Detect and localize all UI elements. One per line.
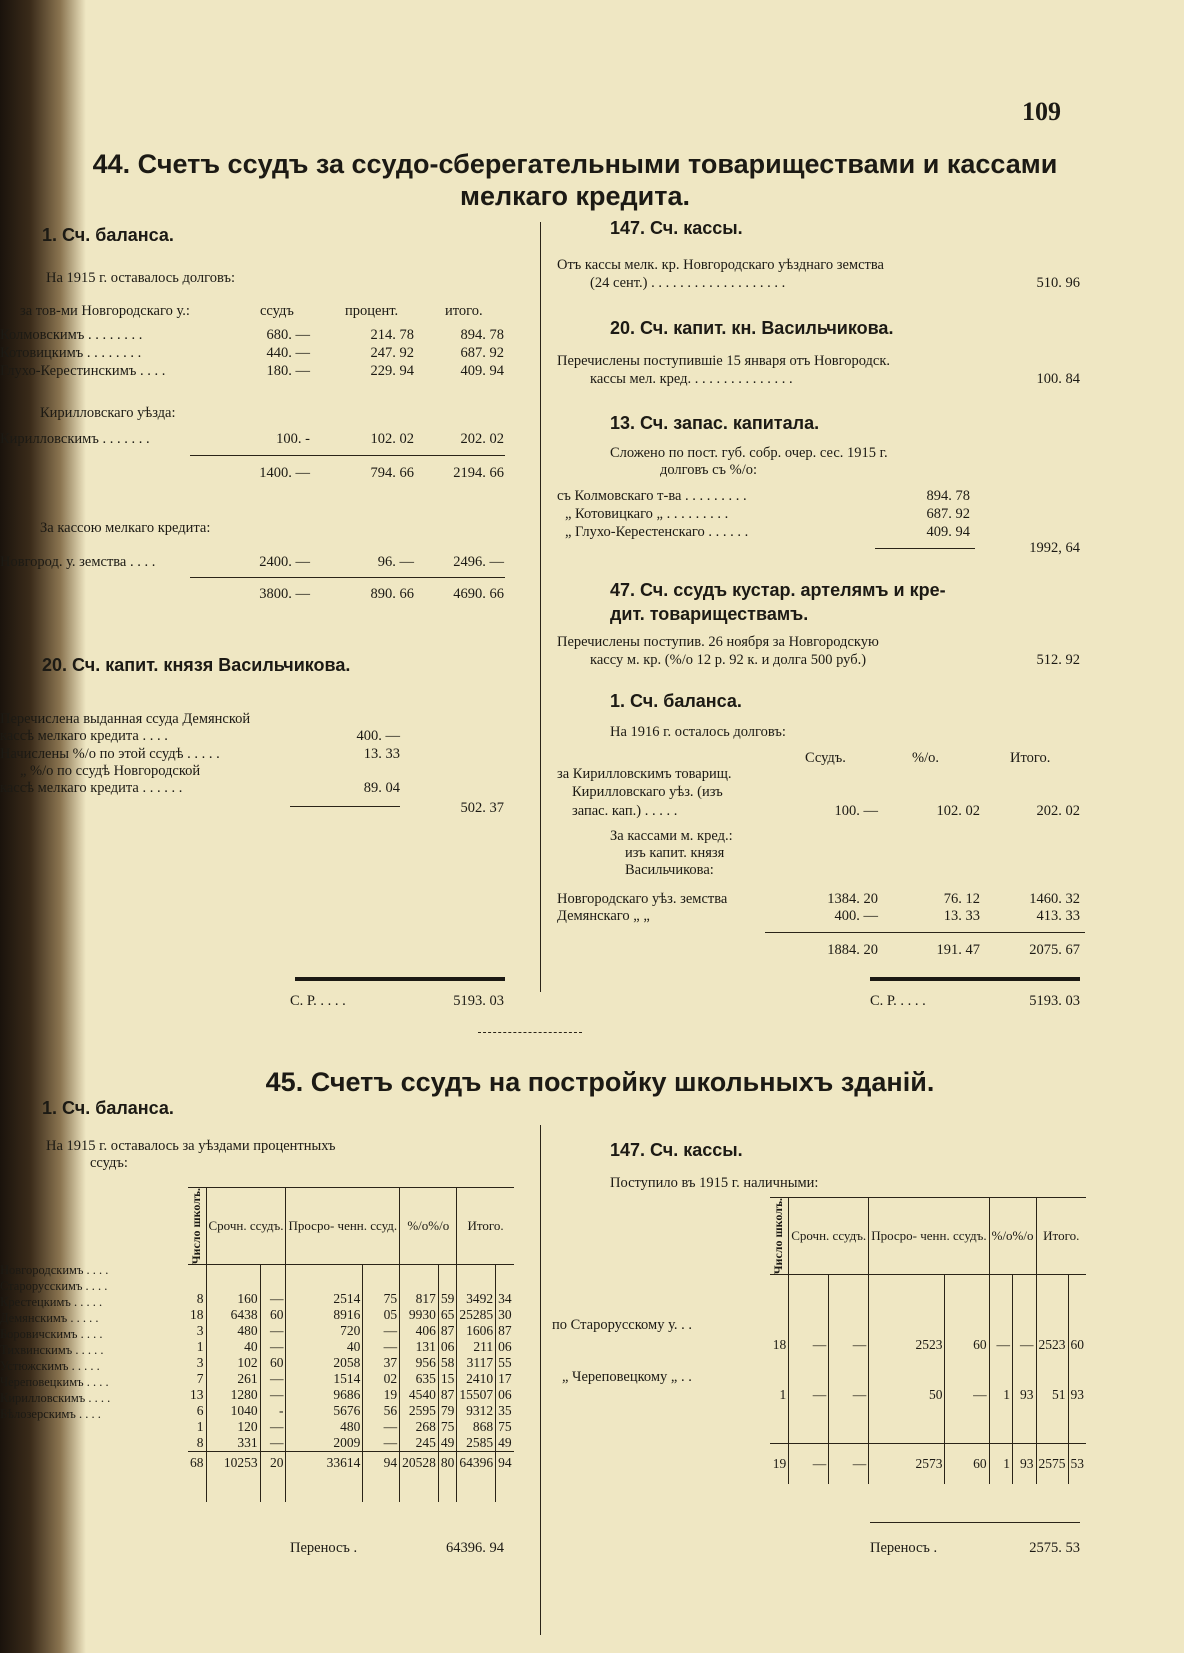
right45-rule — [870, 1522, 1080, 1523]
left45-sec1: 1. Сч. баланса. — [42, 1098, 174, 1118]
table-cell: 7 — [196, 1371, 204, 1387]
table-cell: 817 — [400, 1291, 439, 1307]
table-cell: — — [260, 1419, 286, 1435]
left45-name: Кирилловскимъ . . . . — [0, 1391, 111, 1405]
table-cell: 480 — [286, 1419, 363, 1435]
left44-sec20: 20. Сч. капит. князя Васильчикова. — [42, 655, 351, 675]
left44-sec1: 1. Сч. баланса. — [42, 225, 174, 245]
table-cell: 2595 — [400, 1403, 439, 1419]
left44-v2a: 400. — — [356, 728, 400, 744]
table-cell: 93 — [1013, 1387, 1036, 1403]
left44-l2: за тов-ми Новгородскаго у.: — [20, 303, 190, 319]
left44-row-b: 214. 78 — [370, 327, 414, 343]
table-row — [188, 1339, 514, 1355]
right44-k2: (24 сент.) . . . . . . . . . . . . . . . . . . . — [590, 275, 786, 291]
table-cell: 2514 — [286, 1291, 363, 1307]
section-44-title: 44. Счетъ ссудъ за ссудо-сберегательными товариществами и кассами мелкаго кредита. — [92, 149, 1058, 211]
table-cell: 6438 — [206, 1307, 260, 1323]
left44-h-ssud: ссудъ — [260, 303, 294, 319]
table-cell: — — [260, 1435, 286, 1452]
left44-kir-head: Кирилловскаго уѣзда: — [40, 405, 176, 421]
left44-kir-c: 202. 02 — [460, 431, 504, 447]
right44-p1: Перечислены поступившіе 15 января отъ Новгородск. — [557, 353, 891, 369]
table-cell: 2410 — [457, 1371, 496, 1387]
right45-r2-label: „ Череповецкому „ . . — [562, 1369, 692, 1385]
left44-kassa-label: Новгород. у. земства . . . . — [0, 554, 156, 570]
table-cell: 60 — [945, 1337, 989, 1353]
table-cell: 2573 — [869, 1444, 945, 1485]
left44-row-label: Котовицкимъ . . . . . . . . — [0, 345, 142, 361]
left44-sub1-a: 1400. — — [259, 465, 310, 481]
table-cell: 87 — [496, 1323, 514, 1339]
table-row — [770, 1337, 1086, 1353]
right45-table — [770, 1197, 1086, 1484]
table-cell: 19 — [363, 1387, 400, 1403]
left44-row-label: Колмовскимъ . . . . . . . . — [0, 327, 143, 343]
left45-name: Череповецкимъ . . . . — [0, 1375, 109, 1389]
table-row — [188, 1323, 514, 1339]
table-cell: 4540 — [400, 1387, 439, 1403]
section-45-title: 45. Счетъ ссудъ на постройку школьныхъ зданій. — [265, 1067, 935, 1097]
left44-final-rule — [295, 977, 505, 981]
table-cell: — — [260, 1339, 286, 1355]
right44-zrow-label: „ Котовицкаго „ . . . . . . . . . — [565, 506, 729, 522]
left45-l1: На 1915 г. оставалось за уѣздами процентныхъ — [46, 1138, 336, 1154]
table-cell: 56 — [363, 1403, 400, 1419]
table-cell: 3 — [196, 1323, 204, 1339]
left44-row-a: 440. — — [266, 345, 310, 361]
table-cell: 64396 — [457, 1452, 496, 1475]
table-cell: 2523 — [1036, 1337, 1068, 1353]
left44-v5a: 89. 04 — [363, 780, 400, 796]
table-cell: 60 — [260, 1355, 286, 1371]
right45-carry-val: 2575. 53 — [1029, 1540, 1080, 1556]
table-cell: 18 — [772, 1337, 787, 1353]
table-cell: 59 — [438, 1291, 457, 1307]
table-row — [188, 1387, 514, 1403]
table-cell: 80 — [438, 1452, 457, 1475]
table-cell: 49 — [496, 1435, 514, 1452]
table-cell: 18 — [190, 1307, 204, 1323]
table-row — [188, 1307, 514, 1323]
left44-v3a: 13. 33 — [363, 746, 400, 762]
right44-b4-b: 102. 02 — [936, 803, 980, 819]
right44-zrow-label: съ Колмовскаго т-ва . . . . . . . . . — [557, 488, 747, 504]
right44-b2: за Кирилловскимъ товарищ. — [557, 766, 732, 782]
table-cell: — — [260, 1371, 286, 1387]
right44-sec47b: дит. товариществамъ. — [610, 604, 809, 624]
table-cell: 06 — [438, 1339, 457, 1355]
table-cell: 30 — [496, 1307, 514, 1323]
table-cell: — — [1013, 1337, 1036, 1353]
table-cell: 60 — [945, 1444, 989, 1485]
right44-btot-a: 1884. 20 — [827, 942, 878, 958]
table-cell: 1 — [989, 1444, 1012, 1485]
table-row — [188, 1403, 514, 1419]
table-cell: 2585 — [457, 1435, 496, 1452]
left44-v3: Начислены %/о по этой ссудѣ . . . . . — [0, 746, 220, 762]
table-cell: 13 — [190, 1387, 204, 1403]
table-cell: 19 — [770, 1444, 789, 1485]
column-divider — [540, 1125, 541, 1635]
left45-h-itog: Итого. — [457, 1188, 514, 1265]
left44-kassa-head: За кассою мелкаго кредита: — [40, 520, 211, 536]
table-cell: 87 — [438, 1323, 457, 1339]
table-cell: 94 — [496, 1452, 514, 1475]
table-cell: 261 — [206, 1371, 260, 1387]
left45-h-pros: Просро- ченн. ссуд. — [286, 1188, 400, 1265]
left45-l2: ссудъ: — [90, 1155, 128, 1171]
table-cell: 20 — [260, 1452, 286, 1475]
table-cell: 1 — [196, 1339, 204, 1355]
table-cell: 60 — [1068, 1337, 1086, 1353]
right44-h-proc: %/о. — [912, 750, 939, 766]
table-cell: — — [363, 1339, 400, 1355]
table-cell: 87 — [438, 1387, 457, 1403]
left45-name: Тихвинскимъ . . . . . — [0, 1343, 104, 1357]
right44-zrow-label: „ Глухо-Керестенскаго . . . . . . — [565, 524, 749, 540]
table-cell: — — [789, 1444, 829, 1485]
right45-l1: Поступило въ 1915 г. наличными: — [610, 1175, 819, 1191]
table-cell: — — [260, 1387, 286, 1403]
left44-vtot: 502. 37 — [460, 800, 504, 816]
left45-name: Боровичскимъ . . . . — [0, 1327, 103, 1341]
left45-names — [0, 1262, 110, 1422]
table-row — [188, 1435, 514, 1452]
right45-h-pct: %/о%/о — [989, 1198, 1036, 1275]
table-cell: 68 — [188, 1452, 206, 1475]
left44-sub2-a: 3800. — — [259, 586, 310, 602]
left44-h-itog: итого. — [445, 303, 483, 319]
section-separator — [478, 1032, 582, 1037]
table-cell: 3 — [196, 1355, 204, 1371]
table-row — [770, 1387, 1086, 1403]
right44-ztot: 1992, 64 — [1029, 540, 1080, 556]
table-cell: — — [829, 1444, 869, 1485]
left44-kassa-c: 2496. — — [453, 554, 504, 570]
right44-b6: изъ капит. князя — [625, 845, 725, 861]
left45-name: Старорусскимъ . . . . — [0, 1279, 108, 1293]
left44-sub1-c: 2194. 66 — [453, 465, 504, 481]
table-cell: 49 — [438, 1435, 457, 1452]
right44-b4-a: 100. — — [834, 803, 878, 819]
right45-r1-label: по Старорусскому у. . . — [552, 1317, 693, 1333]
column-divider — [540, 222, 541, 992]
table-cell: 93 — [1068, 1387, 1086, 1403]
right44-btot-c: 2075. 67 — [1029, 942, 1080, 958]
right44-brow-b: 13. 33 — [943, 908, 980, 924]
table-cell: 120 — [206, 1419, 260, 1435]
table-cell: 9312 — [457, 1403, 496, 1419]
table-cell: 20528 — [400, 1452, 439, 1475]
right44-a1: Перечислены поступив. 26 ноября за Новгородскую — [557, 634, 879, 650]
left45-carry-label: Переносъ . — [290, 1540, 358, 1556]
right45-carry-label: Переносъ . — [870, 1540, 938, 1556]
left44-h-proc: процент. — [345, 303, 399, 319]
table-row — [188, 1291, 514, 1307]
right44-a2v: 512. 92 — [1036, 652, 1080, 668]
left45-h-sroch: Срочн. ссудъ. — [206, 1188, 286, 1265]
right44-a2: кассу м. кр. (%/о 12 р. 92 к. и долга 500 руб.) — [590, 652, 867, 668]
right44-z2: долговъ съ %/о: — [660, 462, 758, 478]
table-cell: 53 — [1068, 1444, 1086, 1485]
left45-table — [188, 1187, 514, 1502]
right44-sec1: 1. Сч. баланса. — [610, 691, 742, 711]
table-cell: 17 — [496, 1371, 514, 1387]
right44-zrow-v: 687. 92 — [926, 506, 970, 522]
left44-row-a: 180. — — [266, 363, 310, 379]
table-cell: 06 — [496, 1387, 514, 1403]
left44-row-b: 247. 92 — [370, 345, 414, 361]
table-cell: 1 — [196, 1419, 204, 1435]
right45-h-pros: Просро- ченн. ссудъ. — [869, 1198, 989, 1275]
table-cell: 9686 — [286, 1387, 363, 1403]
table-cell: 2058 — [286, 1355, 363, 1371]
right45-h-sroch: Срочн. ссудъ. — [789, 1198, 869, 1275]
table-cell: — — [363, 1323, 400, 1339]
right44-brow-label: Новгородскаго уѣз. земства — [557, 891, 728, 907]
table-cell: 868 — [457, 1419, 496, 1435]
right44-zrow-v: 409. 94 — [926, 524, 970, 540]
table-cell: — — [363, 1435, 400, 1452]
right44-p2v: 100. 84 — [1036, 371, 1080, 387]
left44-kassa-b: 96. — — [377, 554, 414, 570]
table-cell: 1 — [989, 1387, 1012, 1403]
right44-p2: кассы мел. кред. . . . . . . . . . . . . . . — [590, 371, 793, 387]
left44-row-b: 229. 94 — [370, 363, 414, 379]
right44-cp-label: С. Р. . . . . — [870, 993, 926, 1009]
table-cell: 75 — [438, 1419, 457, 1435]
right44-sec13: 13. Сч. запас. капитала. — [610, 413, 820, 433]
table-cell: 10253 — [206, 1452, 260, 1475]
right44-sec20: 20. Сч. капит. кн. Васильчикова. — [610, 318, 894, 338]
table-cell: 1606 — [457, 1323, 496, 1339]
table-cell: 720 — [286, 1323, 363, 1339]
table-cell: 5676 — [286, 1403, 363, 1419]
table-cell: 93 — [1013, 1444, 1036, 1485]
left44-sub2-c: 4690. 66 — [453, 586, 504, 602]
page-number: 109 — [1022, 97, 1061, 126]
right44-z1: Сложено по пост. губ. собр. очер. сес. 1915 г. — [610, 445, 888, 461]
table-cell: — — [363, 1419, 400, 1435]
table-cell: 635 — [400, 1371, 439, 1387]
table-cell: 406 — [400, 1323, 439, 1339]
table-cell: 02 — [363, 1371, 400, 1387]
right44-b3: Кирилловскаго уѣз. (изъ — [572, 784, 723, 800]
left44-kassa-a: 2400. — — [259, 554, 310, 570]
right45-h-itog: Итого. — [1036, 1198, 1086, 1275]
table-cell: 37 — [363, 1355, 400, 1371]
right44-rule — [765, 932, 1085, 933]
table-total-row — [770, 1444, 1086, 1485]
right44-b1: На 1916 г. осталось долговъ: — [610, 724, 786, 740]
table-cell: 55 — [496, 1355, 514, 1371]
left45-name: Устюжскимъ . . . . . — [0, 1359, 100, 1373]
table-cell: 8 — [196, 1435, 204, 1451]
table-cell: — — [989, 1337, 1012, 1353]
right44-b5: За кассами м. кред.: — [610, 828, 733, 844]
table-cell: 3492 — [457, 1291, 496, 1307]
left44-l1: На 1915 г. оставалось долговъ: — [46, 270, 235, 286]
table-cell: 50 — [869, 1387, 945, 1403]
table-cell: 2009 — [286, 1435, 363, 1452]
left44-row-c: 894. 78 — [460, 327, 504, 343]
table-cell: 6 — [196, 1403, 204, 1419]
table-cell: — — [789, 1337, 829, 1353]
table-cell: 06 — [496, 1339, 514, 1355]
left44-rule — [190, 577, 505, 578]
right44-b7: Васильчикова: — [625, 862, 714, 878]
right44-sec47a: 47. Сч. ссудъ кустар. артелямъ и кре- — [610, 580, 946, 600]
right44-k2v: 510. 96 — [1036, 275, 1080, 291]
left44-sub2-b: 890. 66 — [370, 586, 414, 602]
left44-kir-b: 102. 02 — [370, 431, 414, 447]
left45-carry-val: 64396. 94 — [446, 1540, 504, 1556]
table-cell: 2523 — [869, 1337, 945, 1353]
table-cell: 102 — [206, 1355, 260, 1371]
table-cell: 1280 — [206, 1387, 260, 1403]
right44-final-rule — [870, 977, 1080, 981]
table-cell: 34 — [496, 1291, 514, 1307]
table-cell: 211 — [457, 1339, 496, 1355]
left44-sub1-b: 794. 66 — [370, 465, 414, 481]
table-cell: 2575 — [1036, 1444, 1068, 1485]
left44-v5: кассѣ мелкаго кредита . . . . . . — [0, 780, 183, 796]
left44-v1: Перечислена выданная ссуда Демянской — [0, 711, 251, 727]
right44-brow-c: 1460. 32 — [1029, 891, 1080, 907]
left44-cp-label: С. Р. . . . . — [290, 993, 346, 1009]
table-cell: — — [829, 1337, 869, 1353]
table-cell: 15 — [438, 1371, 457, 1387]
left45-name: Крестецкимъ . . . . . — [0, 1295, 103, 1309]
table-cell: — — [260, 1291, 286, 1307]
left44-v4: „ %/о по ссудѣ Новгородской — [20, 763, 201, 779]
table-cell: 60 — [260, 1307, 286, 1323]
right44-b4-c: 202. 02 — [1036, 803, 1080, 819]
table-cell: 9930 — [400, 1307, 439, 1323]
right44-btot-b: 191. 47 — [936, 942, 980, 958]
left44-row-label: Глухо-Керестинскимъ . . . . — [0, 363, 166, 379]
right44-k1: Отъ кассы мелк. кр. Новгородскаго уѣзднаго земства — [557, 257, 884, 273]
table-cell: 8916 — [286, 1307, 363, 1323]
table-cell: 75 — [363, 1291, 400, 1307]
table-cell: 05 — [363, 1307, 400, 1323]
left44-row-c: 687. 92 — [460, 345, 504, 361]
right44-h-itog: Итого. — [1010, 750, 1051, 766]
right44-brow-a: 1384. 20 — [827, 891, 878, 907]
left45-name: Бѣлозерскимъ . . . . — [0, 1407, 101, 1421]
right44-zrow-v: 894. 78 — [926, 488, 970, 504]
table-cell: — — [260, 1323, 286, 1339]
table-cell: 33614 — [286, 1452, 363, 1475]
right44-cp-val: 5193. 03 — [1029, 993, 1080, 1009]
left44-row-c: 409. 94 — [460, 363, 504, 379]
right44-brow-b: 76. 12 — [943, 891, 980, 907]
table-row — [188, 1371, 514, 1387]
table-cell: 75 — [496, 1419, 514, 1435]
table-cell: 65 — [438, 1307, 457, 1323]
left45-name: Новгородскимъ . . . . — [0, 1263, 109, 1277]
right44-sec147: 147. Сч. кассы. — [610, 218, 743, 238]
table-row — [188, 1355, 514, 1371]
right45-h-cnt: Число школъ. — [771, 1198, 785, 1275]
table-cell: — — [789, 1387, 829, 1403]
table-cell: 331 — [206, 1435, 260, 1452]
table-cell: 131 — [400, 1339, 439, 1355]
right44-rule — [875, 548, 975, 549]
table-cell: 79 — [438, 1403, 457, 1419]
table-cell: - — [260, 1403, 286, 1419]
left44-v2: кассѣ мелкаго кредита . . . . — [0, 728, 168, 744]
left44-rule — [190, 455, 505, 456]
table-cell: — — [945, 1387, 989, 1403]
left44-rule — [290, 806, 400, 807]
right44-h-ssud: Ссудъ. — [805, 750, 846, 766]
table-cell: 25285 — [457, 1307, 496, 1323]
left44-kir-label: Кирилловскимъ . . . . . . . — [0, 431, 150, 447]
right44-brow-a: 400. — — [834, 908, 878, 924]
right44-brow-label: Демянскаго „ „ — [557, 908, 650, 924]
right44-b4: запас. кап.) . . . . . — [572, 803, 678, 819]
table-cell: 40 — [286, 1339, 363, 1355]
table-cell: 8 — [196, 1291, 204, 1307]
table-cell: 956 — [400, 1355, 439, 1371]
table-cell: 40 — [206, 1339, 260, 1355]
left45-h-pct: %/о%/о — [400, 1188, 457, 1265]
table-cell: — — [829, 1387, 869, 1403]
table-cell: 3117 — [457, 1355, 496, 1371]
left44-row-a: 680. — — [266, 327, 310, 343]
left45-name: Демянскимъ . . . . . — [0, 1311, 99, 1325]
table-cell: 35 — [496, 1403, 514, 1419]
table-cell: 480 — [206, 1323, 260, 1339]
table-cell: 1 — [779, 1387, 787, 1403]
table-cell: 58 — [438, 1355, 457, 1371]
right44-brow-c: 413. 33 — [1036, 908, 1080, 924]
table-cell: 94 — [363, 1452, 400, 1475]
table-cell: 51 — [1036, 1387, 1068, 1403]
left44-kir-a: 100. - — [276, 431, 310, 447]
table-row — [188, 1419, 514, 1435]
table-cell: 160 — [206, 1291, 260, 1307]
table-cell: 268 — [400, 1419, 439, 1435]
table-cell: 1040 — [206, 1403, 260, 1419]
left45-h-cnt: Число школъ. — [189, 1188, 203, 1265]
right45-sec147: 147. Сч. кассы. — [610, 1140, 743, 1160]
left44-cp-val: 5193. 03 — [453, 993, 504, 1009]
table-total-row — [188, 1452, 514, 1475]
table-cell: 1514 — [286, 1371, 363, 1387]
table-cell: 15507 — [457, 1387, 496, 1403]
table-cell: 245 — [400, 1435, 439, 1452]
